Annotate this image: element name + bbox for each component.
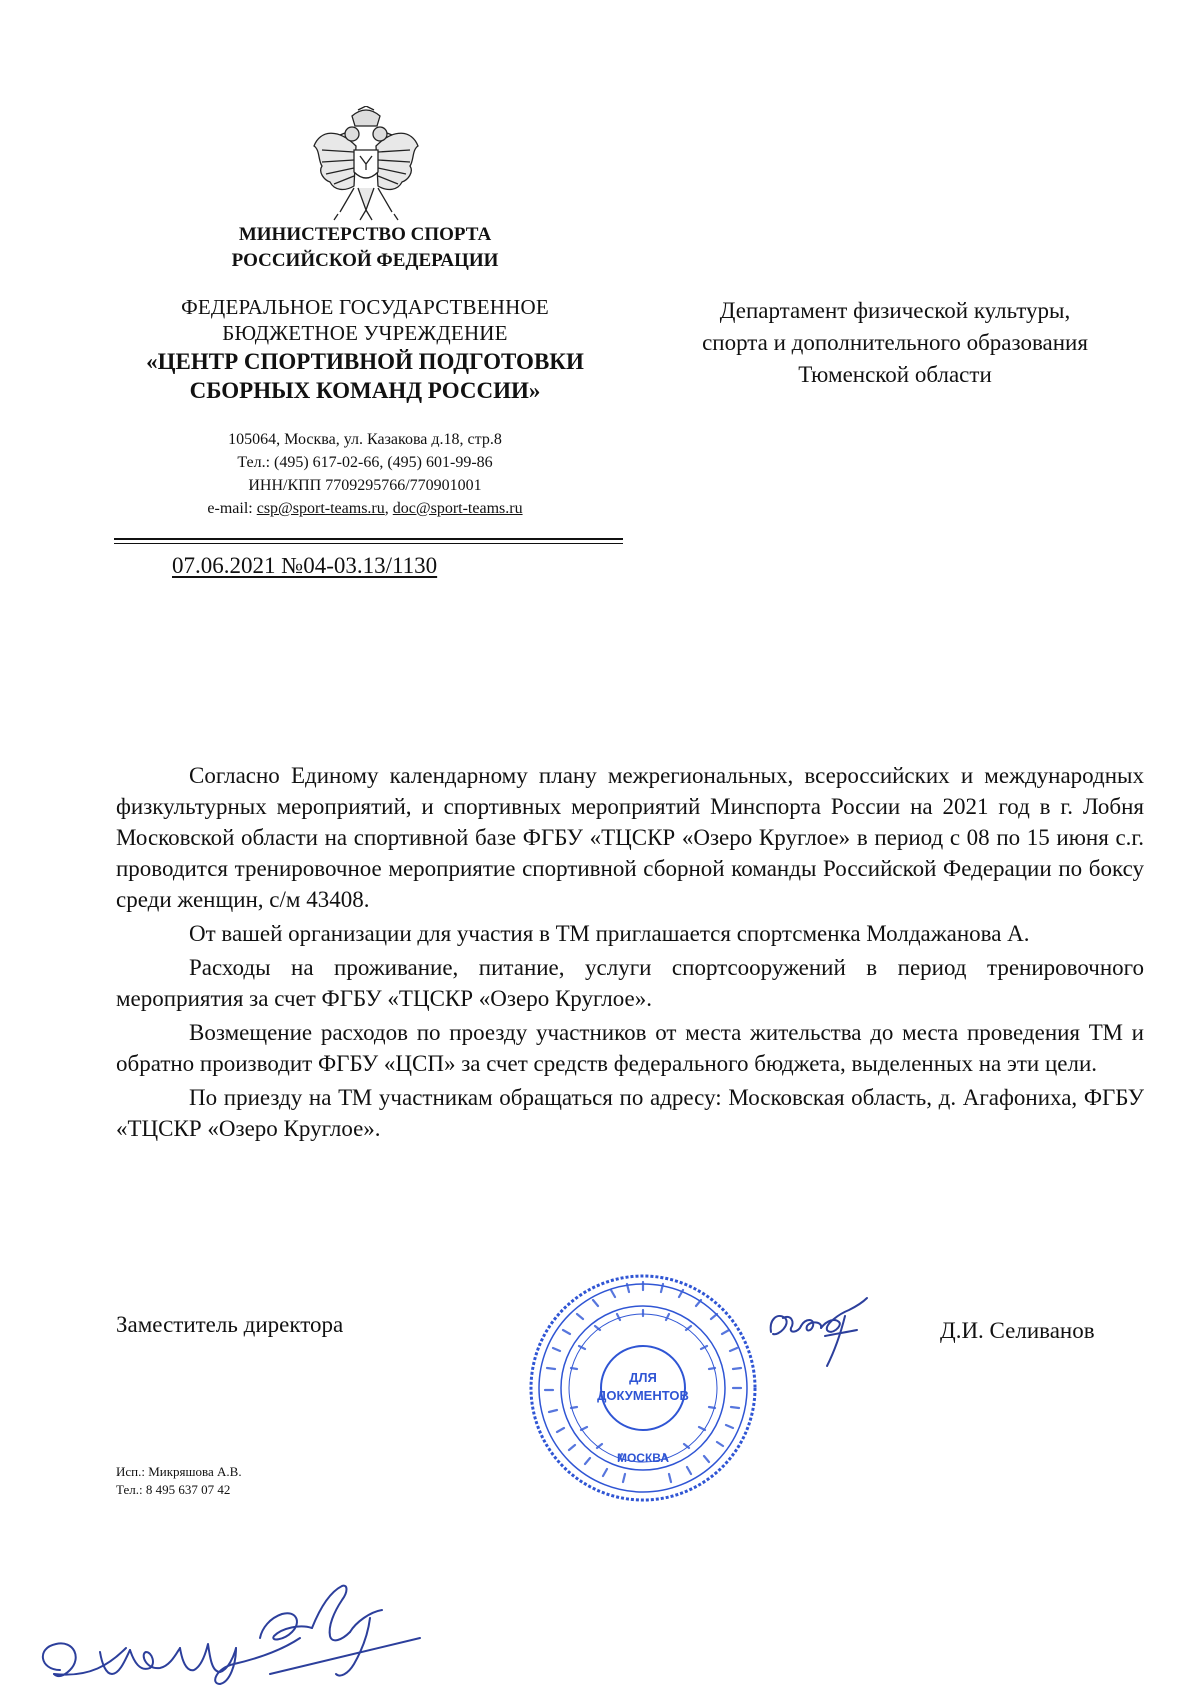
letterhead-divider [114,538,623,540]
coat-of-arms-icon [308,106,424,224]
stamp-center-text: ДОКУМЕНТОВ [597,1388,689,1403]
email-link-csp[interactable]: csp@sport-teams.ru [256,500,385,517]
email-link-doc[interactable]: doc@sport-teams.ru [392,500,523,517]
handwritten-signature-icon [765,1292,875,1372]
address-line: 105064, Москва, ул. Казакова д.18, стр.8 [228,431,502,448]
email-line [115,497,615,520]
org-type-line: БЮДЖЕТНОЕ УЧРЕЖДЕНИЕ [222,321,508,345]
inn-kpp-line: ИНН/КПП 7709295766/770901001 [248,477,482,494]
official-stamp-icon [525,1270,761,1506]
organization-type [115,294,615,346]
stamp-center-text: ДЛЯ [629,1370,657,1385]
phone-line: Тел.: (495) 617-02-66, (495) 601-99-86 [237,454,493,471]
org-name-line: СБОРНЫХ КОМАНД РОССИИ» [189,378,541,403]
executor-phone: Тел.: 8 495 637 07 42 [116,1482,231,1497]
body-paragraph: По приезду на ТМ участникам обращаться по адресу: Московская область, д. Агафониха, ФГБУ «ТЦСКР «Озеро Круглое». [116,1085,1144,1141]
addressee-line: спорта и дополнительного образования [702,330,1088,355]
addressee-line: Тюменской области [798,362,992,387]
letter-body [116,760,1144,1147]
stamp-city-text: МОСКВА [616,1451,670,1465]
addressee-block [640,295,1150,391]
email-separator: , [384,500,393,517]
body-paragraph: От вашей организации для участия в ТМ приглашается спортсменка Молдажанова А. [189,921,1030,946]
ministry-line: РОССИЙСКОЙ ФЕДЕРАЦИИ [231,250,499,271]
signatory-name: Д.И. Селиванов [940,1318,1095,1343]
addressee-line: Департамент физической культуры, [719,298,1071,323]
org-type-line: ФЕДЕРАЛЬНОЕ ГОСУДАРСТВЕННОЕ [181,295,549,319]
executor-name: Исп.: Микряшова А.В. [116,1464,242,1479]
body-paragraph: Возмещение расходов по проезду участников от места жительства до места проведения ТМ и обратно производит ФГБУ «ЦСП» за счет средств федерального бюджета, выделенных на эти цели. [116,1020,1144,1076]
handwritten-scribble-icon [30,1578,460,1688]
signatory-title: Заместитель директора [116,1312,344,1337]
org-name-line: «ЦЕНТР СПОРТИВНОЙ ПОДГОТОВКИ [146,349,584,374]
body-paragraph: Расходы на проживание, питание, услуги спортсооружений в период тренировочного мероприятия за счет ФГБУ «ТЦСКР «Озеро Круглое». [116,955,1144,1011]
body-paragraph: Согласно Единому календарному плану межрегиональных, всероссийских и международных физкультурных мероприятий, и спортивных мероприятий Минспорта России на 2021 год в г. Лобня Московской области на спортивной базе ФГБУ «ТЦСКР «Озеро Круглое» в период с 08 по 15 июня с.г. проводится тренировочное мероприятие спортивной сборной команды Российской Федерации по боксу среди женщин, с/м 43408. [116,763,1144,912]
email-label: e-mail: [207,500,257,517]
document-number: 07.06.2021 №04-03.13/1130 [172,553,438,578]
letterhead-divider-thin [114,543,623,544]
executor-block [116,1463,242,1499]
organization-name [95,347,635,405]
ministry-line: МИНИСТЕРСТВО СПОРТА [238,224,492,245]
contact-block [115,428,615,520]
ministry-name [115,222,615,274]
